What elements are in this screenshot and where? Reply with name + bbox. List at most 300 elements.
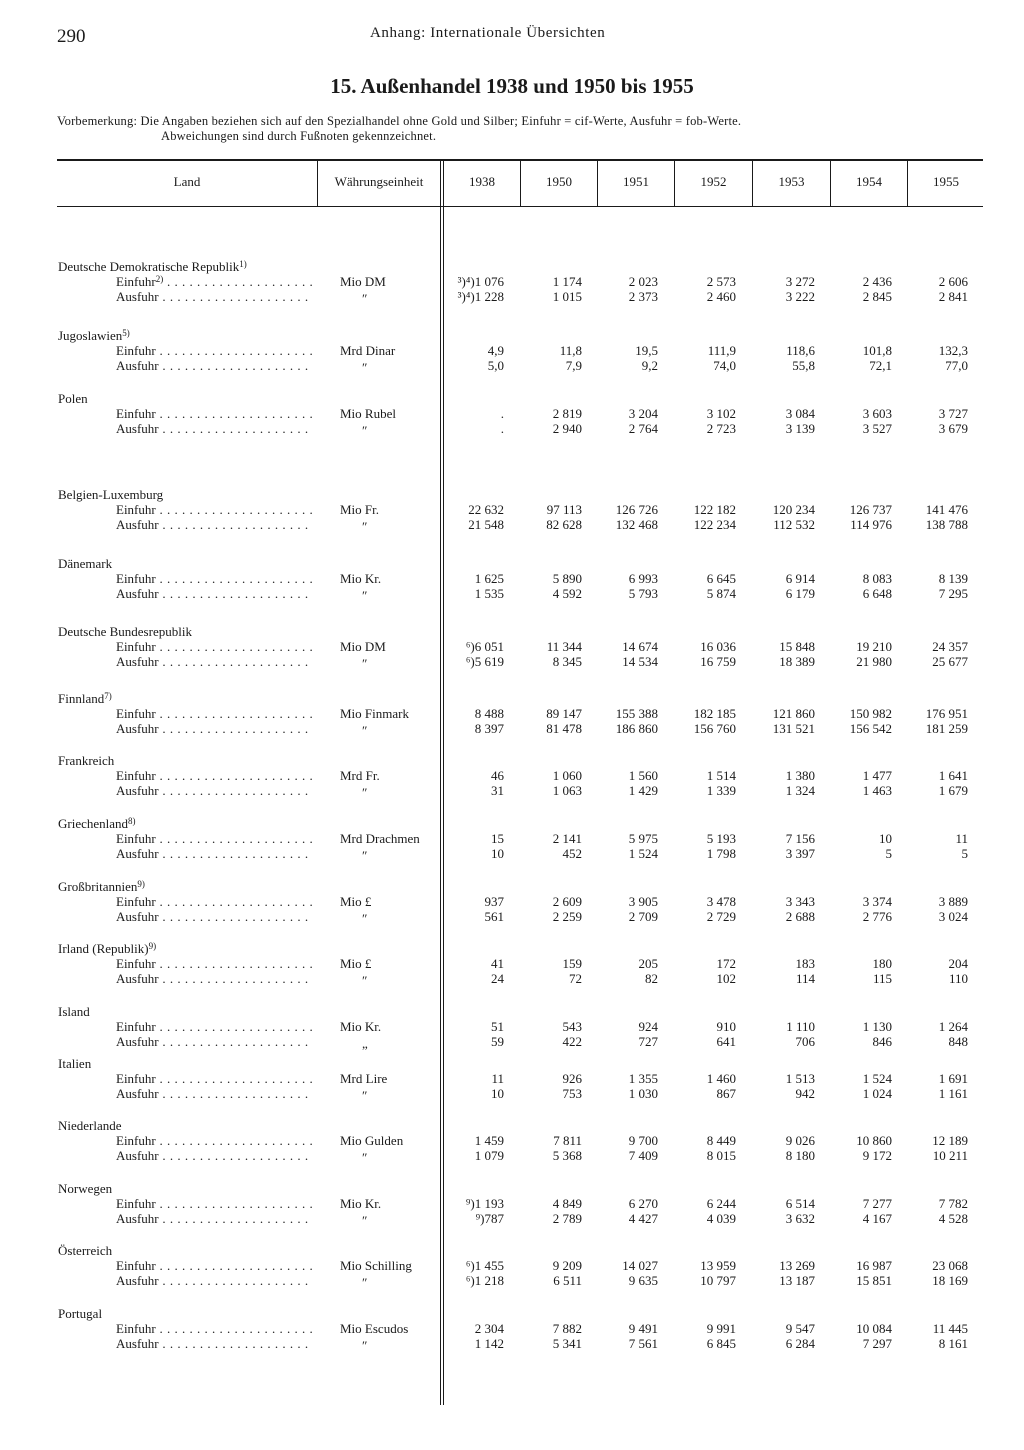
row-label-einfuhr: Einfuhr . . . — [116, 1133, 312, 1149]
row-label-einfuhr: Einfuhr . . . — [116, 1258, 312, 1274]
einfuhr-value: 1 380 — [785, 768, 815, 783]
currency-unit: Mrd Lire — [340, 1071, 388, 1086]
einfuhr-value: 1 130 — [862, 1019, 892, 1034]
country-name: Belgien-Luxemburg — [58, 487, 164, 502]
country-name: Jugoslawien$^{5)}$ — [58, 328, 130, 343]
row-label-ausfuhr: Ausfuhr . . . — [116, 1086, 312, 1102]
currency-unit: Mio £ — [340, 894, 372, 909]
footnote-mark: 9) — [137, 879, 145, 889]
einfuhr-value: 7 782 — [938, 1196, 968, 1211]
row-label-ausfuhr: Ausfuhr . . . — [116, 846, 312, 862]
einfuhr-value: 126 737 — [849, 502, 892, 517]
einfuhr-value: 5 890 — [552, 571, 582, 586]
ausfuhr-value: 31 — [491, 783, 504, 798]
ausfuhr-value: 3 679 — [938, 421, 968, 436]
einfuhr-value: 543 — [562, 1019, 582, 1034]
einfuhr-value: 4,9 — [487, 343, 504, 358]
einfuhr-value: 1 110 — [786, 1019, 815, 1034]
einfuhr-value: 183 — [795, 956, 815, 971]
ausfuhr-value: 1 079 — [474, 1148, 504, 1163]
einfuhr-value: 12 189 — [932, 1133, 968, 1148]
ditto-mark: ″ — [362, 1088, 368, 1103]
header-year: 1954 — [856, 174, 882, 189]
country-block — [0, 941, 1024, 1001]
ausfuhr-value: 7 561 — [628, 1336, 658, 1351]
ausfuhr-value: 6 179 — [785, 586, 815, 601]
ditto-mark: ″ — [362, 1150, 368, 1165]
ausfuhr-value: 5,0 — [487, 358, 504, 373]
einfuhr-value: 6 244 — [706, 1196, 736, 1211]
ausfuhr-value: 132 468 — [615, 517, 658, 532]
ditto-mark: ″ — [362, 1275, 368, 1290]
einfuhr-value: 9 491 — [628, 1321, 658, 1336]
ditto-mark: ″ — [362, 360, 368, 375]
einfuhr-value: 1 174 — [552, 274, 582, 289]
ausfuhr-value: 55,8 — [792, 358, 815, 373]
ditto-mark: ″ — [362, 973, 368, 988]
einfuhr-value: 3 272 — [785, 274, 815, 289]
ausfuhr-value: 9,2 — [641, 358, 658, 373]
ausfuhr-value: 1 339 — [706, 783, 736, 798]
ausfuhr-value: 2 460 — [706, 289, 736, 304]
einfuhr-value: 132,3 — [938, 343, 968, 358]
einfuhr-value: 9 026 — [785, 1133, 815, 1148]
einfuhr-value: 24 357 — [932, 639, 968, 654]
einfuhr-value: 10 860 — [856, 1133, 892, 1148]
row-label-ausfuhr: Ausfuhr . . . — [116, 721, 312, 737]
ausfuhr-value: 25 677 — [932, 654, 968, 669]
footnote-mark: 2) — [155, 274, 164, 284]
ausfuhr-value: 5 793 — [628, 586, 658, 601]
currency-unit: Mio Rubel — [340, 406, 396, 421]
ausfuhr-value: 1 030 — [628, 1086, 658, 1101]
ausfuhr-value: 5 — [885, 846, 892, 861]
row-label-ausfuhr: Ausfuhr . . . — [116, 654, 312, 670]
currency-unit: Mio Kr. — [340, 1019, 382, 1034]
ditto-mark: ″ — [362, 656, 368, 671]
einfuhr-value: 5 193 — [706, 831, 736, 846]
einfuhr-value: 141 476 — [925, 502, 968, 517]
ausfuhr-value: 4 427 — [628, 1211, 658, 1226]
country-name: Frankreich — [58, 753, 115, 768]
ausfuhr-value: 1 063 — [552, 783, 582, 798]
currency-unit: Mio Kr. — [340, 571, 382, 586]
table-title: 15. Außenhandel 1938 und 1950 bis 1955 — [330, 74, 694, 98]
currency-unit: Mrd Fr. — [340, 768, 380, 783]
einfuhr-value: 9 547 — [785, 1321, 815, 1336]
einfuhr-value: 51 — [491, 1019, 504, 1034]
country-block — [0, 624, 1024, 684]
row-label-ausfuhr: Ausfuhr . . . — [116, 1336, 312, 1352]
einfuhr-value: 204 — [948, 956, 968, 971]
einfuhr-value: 6 645 — [706, 571, 736, 586]
einfuhr-value: 937 — [484, 894, 504, 909]
footnote-mark: 8) — [128, 816, 136, 826]
ausfuhr-value: 5 874 — [706, 586, 736, 601]
ausfuhr-value: 72,1 — [869, 358, 892, 373]
currency-unit: Mio Kr. — [340, 1196, 382, 1211]
einfuhr-value: 926 — [562, 1071, 582, 1086]
ausfuhr-value: 3 397 — [785, 846, 815, 861]
ausfuhr-value: 8 161 — [938, 1336, 968, 1351]
row-label-ausfuhr: Ausfuhr . . . — [116, 783, 312, 799]
einfuhr-value: 1 691 — [938, 1071, 968, 1086]
einfuhr-value: 111,9 — [707, 343, 736, 358]
einfuhr-value: 159 — [562, 956, 582, 971]
einfuhr-value: ³)⁴)1 076 — [457, 274, 504, 289]
ausfuhr-value: 846 — [872, 1034, 892, 1049]
ausfuhr-value: 21 980 — [856, 654, 892, 669]
ausfuhr-value: 8 180 — [785, 1148, 815, 1163]
ausfuhr-value: 561 — [484, 909, 504, 924]
ausfuhr-value: 18 169 — [932, 1273, 968, 1288]
country-block — [0, 879, 1024, 939]
einfuhr-value: 3 889 — [938, 894, 968, 909]
einfuhr-value: 205 — [638, 956, 658, 971]
header-year: 1955 — [933, 174, 959, 189]
einfuhr-value: 1 514 — [706, 768, 736, 783]
ausfuhr-value: 138 788 — [925, 517, 968, 532]
country-block — [0, 691, 1024, 751]
note-line-1: Vorbemerkung: Die Angaben beziehen sich auf den Spezialhandel ohne Gold und Silber; Einfuhr = cif-Werte, Ausfuhr = fob-Werte. — [57, 114, 742, 128]
row-label-ausfuhr: Ausfuhr . . . — [116, 358, 312, 374]
country-block — [0, 259, 1024, 319]
country-block — [0, 1243, 1024, 1303]
ausfuhr-value: 59 — [491, 1034, 504, 1049]
einfuhr-value: 1 459 — [474, 1133, 504, 1148]
row-label-einfuhr: Einfuhr$^{2)}$ . . . — [116, 274, 312, 290]
ausfuhr-value: 186 860 — [615, 721, 658, 736]
ausfuhr-value: 1 798 — [706, 846, 736, 861]
ausfuhr-value: 2 845 — [862, 289, 892, 304]
ausfuhr-value: 82 628 — [546, 517, 582, 532]
einfuhr-value: 3 727 — [938, 406, 968, 421]
einfuhr-value: 14 674 — [622, 639, 658, 654]
row-label-einfuhr: Einfuhr . . . — [116, 1019, 312, 1035]
einfuhr-value: 2 609 — [552, 894, 582, 909]
ausfuhr-value: 82 — [645, 971, 658, 986]
row-label-einfuhr: Einfuhr . . . — [116, 768, 312, 784]
ausfuhr-value: 156 760 — [693, 721, 736, 736]
page-number: 290 — [57, 26, 86, 47]
ausfuhr-value: 422 — [562, 1034, 582, 1049]
einfuhr-value: 172 — [716, 956, 736, 971]
ausfuhr-value: 1 015 — [552, 289, 582, 304]
ausfuhr-value: ⁹)787 — [475, 1211, 504, 1226]
einfuhr-value: 8 449 — [706, 1133, 736, 1148]
ausfuhr-value: 4 167 — [862, 1211, 892, 1226]
einfuhr-value: 1 641 — [938, 768, 968, 783]
ausfuhr-value: 2 940 — [552, 421, 582, 436]
einfuhr-value: 19 210 — [856, 639, 892, 654]
ausfuhr-value: 6 845 — [706, 1336, 736, 1351]
country-name: Deutsche Demokratische Republik$^{1)}$ — [58, 259, 247, 274]
einfuhr-value: 182 185 — [693, 706, 736, 721]
currency-unit: Mio Schilling — [340, 1258, 412, 1273]
einfuhr-value: 1 355 — [628, 1071, 658, 1086]
ausfuhr-value: 7,9 — [565, 358, 582, 373]
einfuhr-value: 4 849 — [552, 1196, 582, 1211]
currency-unit: Mio DM — [340, 274, 386, 289]
row-label-einfuhr: Einfuhr . . . — [116, 343, 312, 359]
row-label-einfuhr: Einfuhr . . . — [116, 1071, 312, 1087]
ditto-mark: ″ — [362, 848, 368, 863]
ausfuhr-value: 8 397 — [474, 721, 504, 736]
einfuhr-value: 15 — [491, 831, 504, 846]
ausfuhr-value: 5 341 — [552, 1336, 582, 1351]
ausfuhr-value: 74,0 — [713, 358, 736, 373]
einfuhr-value: 118,6 — [786, 343, 815, 358]
ausfuhr-value: 2 688 — [785, 909, 815, 924]
einfuhr-value: 1 513 — [785, 1071, 815, 1086]
currency-unit: Mrd Drachmen — [340, 831, 420, 846]
ausfuhr-value: 706 — [795, 1034, 815, 1049]
ausfuhr-value: 1 429 — [628, 783, 658, 798]
einfuhr-value: 6 914 — [785, 571, 815, 586]
country-block — [0, 816, 1024, 876]
ditto-mark: ″ — [362, 1213, 368, 1228]
einfuhr-value: 3 374 — [862, 894, 892, 909]
row-label-ausfuhr: Ausfuhr . . . — [116, 586, 312, 602]
einfuhr-value: 2 573 — [706, 274, 736, 289]
ausfuhr-value: 6 648 — [862, 586, 892, 601]
einfuhr-value: 22 632 — [468, 502, 504, 517]
country-name: Finnland$^{7)}$ — [58, 691, 112, 706]
ausfuhr-value: 2 776 — [862, 909, 892, 924]
ausfuhr-value: 102 — [716, 971, 736, 986]
ausfuhr-value: 181 259 — [925, 721, 968, 736]
ausfuhr-value: 7 409 — [628, 1148, 658, 1163]
ausfuhr-value: 2 729 — [706, 909, 736, 924]
einfuhr-value: 3 478 — [706, 894, 736, 909]
ausfuhr-value: 2 841 — [938, 289, 968, 304]
ausfuhr-value: 3 222 — [785, 289, 815, 304]
einfuhr-value: 11 — [491, 1071, 504, 1086]
einfuhr-value: 9 991 — [706, 1321, 736, 1336]
country-block — [0, 487, 1024, 547]
einfuhr-value: 6 993 — [628, 571, 658, 586]
ausfuhr-value: 10 797 — [700, 1273, 736, 1288]
einfuhr-value: 1 060 — [552, 768, 582, 783]
row-label-ausfuhr: Ausfuhr . . . — [116, 1034, 312, 1050]
row-label-ausfuhr: Ausfuhr . . . — [116, 1273, 312, 1289]
currency-unit: Mrd Dinar — [340, 343, 396, 358]
einfuhr-value: 16 036 — [700, 639, 736, 654]
einfuhr-value: 89 147 — [546, 706, 582, 721]
ausfuhr-value: 1 463 — [862, 783, 892, 798]
currency-unit: Mio Escudos — [340, 1321, 409, 1336]
einfuhr-value: 7 277 — [862, 1196, 892, 1211]
row-label-einfuhr: Einfuhr . . . — [116, 894, 312, 910]
einfuhr-value: 3 204 — [628, 406, 658, 421]
einfuhr-value: 97 113 — [546, 502, 582, 517]
einfuhr-value: 5 975 — [628, 831, 658, 846]
ausfuhr-value: 2 764 — [628, 421, 658, 436]
country-block — [0, 1306, 1024, 1366]
einfuhr-value: ⁶)6 051 — [465, 639, 504, 654]
einfuhr-value: 8 083 — [862, 571, 892, 586]
ausfuhr-value: 114 976 — [850, 517, 892, 532]
ausfuhr-value: 24 — [491, 971, 504, 986]
einfuhr-value: 176 951 — [925, 706, 968, 721]
country-name: Niederlande — [58, 1118, 122, 1133]
ausfuhr-value: 2 723 — [706, 421, 736, 436]
ausfuhr-value: 1 535 — [474, 586, 504, 601]
einfuhr-value: 1 560 — [628, 768, 658, 783]
ausfuhr-value: 4 592 — [552, 586, 582, 601]
header-year: 1950 — [546, 174, 572, 189]
einfuhr-value: ⁶)1 455 — [465, 1258, 504, 1273]
ditto-mark: ″ — [362, 911, 368, 926]
ausfuhr-value: 5 368 — [552, 1148, 582, 1163]
einfuhr-value: 1 477 — [862, 768, 892, 783]
einfuhr-value: 7 882 — [552, 1321, 582, 1336]
country-block — [0, 1181, 1024, 1241]
ausfuhr-value: ⁶)5 619 — [465, 654, 504, 669]
running-head: Anhang: Internationale Übersichten — [370, 25, 606, 41]
einfuhr-value: 2 304 — [474, 1321, 504, 1336]
ausfuhr-value: 452 — [562, 846, 582, 861]
ausfuhr-value: 115 — [872, 971, 892, 986]
ausfuhr-value: 3 632 — [785, 1211, 815, 1226]
row-label-einfuhr: Einfuhr . . . — [116, 639, 312, 655]
country-name: Irland (Republik)$^{9)}$ — [58, 941, 157, 956]
ausfuhr-value: 3 024 — [938, 909, 968, 924]
row-label-einfuhr: Einfuhr . . . — [116, 831, 312, 847]
header-unit: Währungseinheit — [334, 174, 424, 189]
ausfuhr-value: 2 373 — [628, 289, 658, 304]
ausfuhr-value: 156 542 — [849, 721, 892, 736]
country-name: Italien — [58, 1056, 92, 1071]
country-name: Island — [58, 1004, 90, 1019]
currency-unit: Mio £ — [340, 956, 372, 971]
ausfuhr-value: . — [500, 421, 504, 436]
ausfuhr-value: 2 709 — [628, 909, 658, 924]
einfuhr-value: 16 987 — [856, 1258, 892, 1273]
row-label-einfuhr: Einfuhr . . . — [116, 502, 312, 518]
ausfuhr-value: 110 — [948, 971, 968, 986]
einfuhr-value: 126 726 — [615, 502, 658, 517]
ausfuhr-value: 72 — [569, 971, 582, 986]
ausfuhr-value: 81 478 — [546, 721, 582, 736]
ausfuhr-value: 3 527 — [862, 421, 892, 436]
ditto-mark: ″ — [362, 519, 368, 534]
einfuhr-value: 23 068 — [932, 1258, 968, 1273]
row-label-ausfuhr: Ausfuhr . . . — [116, 289, 312, 305]
country-name: Deutsche Bundesrepublik — [58, 624, 192, 639]
einfuhr-value: 2 606 — [938, 274, 968, 289]
ausfuhr-value: ⁶)1 218 — [465, 1273, 504, 1288]
einfuhr-value: 1 264 — [938, 1019, 968, 1034]
ausfuhr-value: 641 — [716, 1034, 736, 1049]
ausfuhr-value: 727 — [638, 1034, 658, 1049]
ausfuhr-value: 1 024 — [862, 1086, 892, 1101]
einfuhr-value: 3 905 — [628, 894, 658, 909]
ausfuhr-value: 9 172 — [862, 1148, 892, 1163]
country-block — [0, 556, 1024, 616]
ditto-mark: ″ — [362, 291, 368, 306]
ditto-mark: ″ — [362, 1338, 368, 1353]
country-block — [0, 753, 1024, 813]
country-block — [0, 1004, 1024, 1064]
ausfuhr-value: 1 142 — [474, 1336, 504, 1351]
ausfuhr-value: 1 679 — [938, 783, 968, 798]
einfuhr-value: 2 436 — [862, 274, 892, 289]
row-label-ausfuhr: Ausfuhr . . . — [116, 421, 312, 437]
country-name: Polen — [58, 391, 88, 406]
row-label-ausfuhr: Ausfuhr . . . — [116, 1211, 312, 1227]
ausfuhr-value: 13 187 — [779, 1273, 815, 1288]
currency-unit: Mio Finmark — [340, 706, 409, 721]
ausfuhr-value: 6 511 — [553, 1273, 582, 1288]
ausfuhr-value: 6 284 — [785, 1336, 815, 1351]
row-label-einfuhr: Einfuhr . . . — [116, 571, 312, 587]
einfuhr-value: 41 — [491, 956, 504, 971]
ausfuhr-value: 942 — [795, 1086, 815, 1101]
footnote-mark: 1) — [239, 259, 247, 269]
ausfuhr-value: 112 532 — [773, 517, 815, 532]
row-label-einfuhr: Einfuhr . . . — [116, 706, 312, 722]
ausfuhr-value: 7 295 — [938, 586, 968, 601]
row-label-ausfuhr: Ausfuhr . . . — [116, 909, 312, 925]
einfuhr-value: 11 — [955, 831, 968, 846]
row-label-ausfuhr: Ausfuhr . . . — [116, 517, 312, 533]
country-name: Portugal — [58, 1306, 103, 1321]
header-year: 1952 — [700, 174, 727, 189]
country-block — [0, 328, 1024, 388]
einfuhr-value: 8 488 — [474, 706, 504, 721]
einfuhr-value: 13 959 — [700, 1258, 736, 1273]
row-label-einfuhr: Einfuhr . . . — [116, 406, 312, 422]
ausfuhr-value: 753 — [562, 1086, 582, 1101]
einfuhr-value: 2 141 — [552, 831, 582, 846]
einfuhr-value: 10 084 — [856, 1321, 892, 1336]
ausfuhr-value: 867 — [716, 1086, 736, 1101]
ausfuhr-value: 114 — [795, 971, 815, 986]
einfuhr-value: 101,8 — [862, 343, 892, 358]
einfuhr-value: 3 084 — [785, 406, 815, 421]
ausfuhr-value: 848 — [948, 1034, 968, 1049]
row-label-einfuhr: Einfuhr . . . — [116, 956, 312, 972]
einfuhr-value: 122 182 — [693, 502, 736, 517]
ausfuhr-value: 122 234 — [693, 517, 736, 532]
ausfuhr-value: 18 389 — [779, 654, 815, 669]
ausfuhr-value: 131 521 — [772, 721, 815, 736]
einfuhr-value: 7 156 — [785, 831, 815, 846]
row-label-ausfuhr: Ausfuhr . . . — [116, 971, 312, 987]
einfuhr-value: 150 982 — [849, 706, 892, 721]
country-name: Großbritannien$^{9)}$ — [58, 879, 145, 894]
ausfuhr-value: 1 524 — [628, 846, 658, 861]
ausfuhr-value: 8 015 — [706, 1148, 736, 1163]
einfuhr-value: 13 269 — [779, 1258, 815, 1273]
einfuhr-value: 155 388 — [615, 706, 658, 721]
einfuhr-value: 8 139 — [938, 571, 968, 586]
ausfuhr-value: 9 635 — [628, 1273, 658, 1288]
ausfuhr-value: 3 139 — [785, 421, 815, 436]
einfuhr-value: 11 344 — [546, 639, 582, 654]
header-year: 1938 — [469, 174, 495, 189]
ditto-mark: ″ — [362, 423, 368, 438]
einfuhr-value: 19,5 — [635, 343, 658, 358]
country-block — [0, 391, 1024, 451]
einfuhr-value: . — [500, 406, 504, 421]
country-block — [0, 1056, 1024, 1116]
ausfuhr-value: 4 528 — [938, 1211, 968, 1226]
einfuhr-value: 6 514 — [785, 1196, 815, 1211]
ausfuhr-value: 21 548 — [468, 517, 504, 532]
header-land: Land — [173, 174, 201, 189]
